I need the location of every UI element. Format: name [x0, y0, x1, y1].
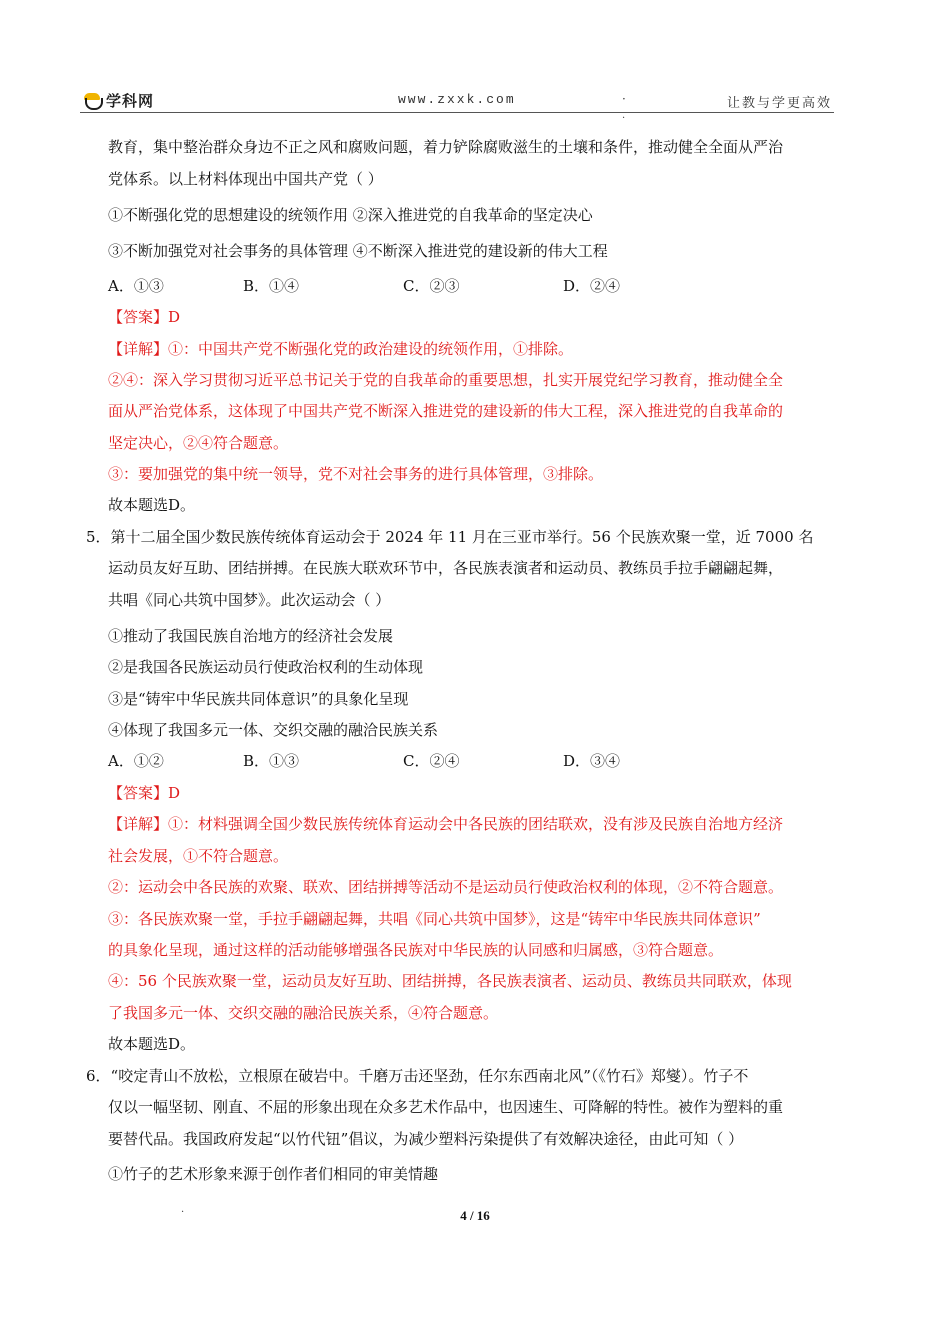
- q4-option-d: D．②④: [563, 277, 621, 295]
- q4-conclusion: 故本题选D。: [108, 496, 196, 514]
- q5-stem-line: 共唱《同心共筑中国梦》。此次运动会（ ）: [108, 591, 391, 609]
- q5-item: ①推动了我国民族自治地方的经济社会发展: [108, 627, 394, 645]
- q5-item: ③是“铸牢中华民族共同体意识”的具象化呈现: [108, 690, 409, 708]
- footer-dot: ·: [181, 1207, 185, 1218]
- q5-item: ④体现了我国多元一体、交织交融的融洽民族关系: [108, 721, 439, 739]
- q5-explain-line: ②：运动会中各民族的欢聚、联欢、团结拼搏等活动不是运动员行使政治权利的体现，②不符合题意。: [108, 878, 784, 896]
- q4-explain-line: 坚定决心，②④符合题意。: [108, 434, 289, 452]
- q6-stem-line: 仅以一幅坚韧、刚直、不屈的形象出现在众多艺术作品中，也因速生、可降解的特性。被作为塑料的重: [108, 1098, 784, 1116]
- q5-explain-line: 社会发展，①不符合题意。: [108, 847, 289, 865]
- q5-option-a: A．①②: [108, 752, 164, 770]
- q5-conclusion: 故本题选D。: [108, 1035, 196, 1053]
- q4-option-b: B．①④: [243, 277, 300, 295]
- q6-item: ①竹子的艺术形象来源于创作者们相同的审美情趣: [108, 1165, 439, 1183]
- q4-explain-line: ③：要加强党的集中统一领导，党不对社会事务的进行具体管理，③排除。: [108, 465, 604, 483]
- q5-option-c: C．②④: [403, 752, 460, 770]
- q4-explain-line: 面从严治党体系，这体现了中国共产党不断深入推进党的建设新的伟大工程，深入推进党的自我革命的: [108, 402, 784, 420]
- logo-text: 学科网: [106, 93, 155, 110]
- page-header: [80, 90, 834, 114]
- header-rule: [80, 112, 834, 113]
- q5-explain-line: 的具象化呈现，通过这样的活动能够增强各民族对中华民族的认同感和归属感，③符合题意。: [108, 941, 724, 959]
- q4-option-c: C．②③: [403, 277, 460, 295]
- q5-stem-line: 5．第十二届全国少数民族传统体育运动会于 2024 年 11 月在三亚市举行。56 个民族欢聚一堂，近 7000 名: [86, 528, 814, 546]
- q5-explain-line: ④：56 个民族欢聚一堂，运动员友好互助、团结拼搏，各民族表演者、运动员、教练员共同联欢，体现: [108, 972, 792, 990]
- header-slogan: 让教与学更高效: [726, 96, 832, 111]
- q5-item: ②是我国各民族运动员行使政治权利的生动体现: [108, 658, 424, 676]
- q5-option-b: B．①③: [243, 752, 300, 770]
- site-url: www.zxxk.com: [398, 92, 516, 107]
- q4-option-a: A．①③: [108, 277, 164, 295]
- q4-item: ①不断强化党的思想建设的统领作用 ②深入推进党的自我革命的坚定决心: [108, 206, 593, 224]
- q4-answer: 【答案】D: [108, 308, 181, 326]
- q4-item: ③不断加强党对社会事务的具体管理 ④不断深入推进党的建设新的伟大工程: [108, 242, 608, 260]
- q5-option-d: D．③④: [563, 752, 621, 770]
- q5-explain-line: 【详解】①：材料强调全国少数民族传统体育运动会中各民族的团结联欢，没有涉及民族自治地方经济: [108, 815, 784, 833]
- q5-explain-line: 了我国多元一体、交织交融的融洽民族关系，④符合题意。: [108, 1004, 499, 1022]
- logo: [82, 90, 154, 111]
- q4-stem-line: 教育，集中整治群众身边不正之风和腐败问题，着力铲除腐败滋生的土壤和条件，推动健全全面从严治: [108, 138, 784, 156]
- q4-stem-line: 党体系。以上材料体现出中国共产党（ ）: [108, 170, 383, 188]
- page-number: 4 / 16: [460, 1208, 490, 1223]
- logo-icon: [82, 93, 102, 109]
- q5-explain-line: ③：各民族欢聚一堂，手拉手翩翩起舞，共唱《同心共筑中国梦》，这是“铸牢中华民族共同体意识”: [108, 910, 761, 928]
- q5-answer: 【答案】D: [108, 784, 181, 802]
- q4-explain-line: ②④：深入学习贯彻习近平总书记关于党的自我革命的重要思想，扎实开展党纪学习教育，推动健全全: [108, 371, 784, 389]
- q6-stem-line: 要替代品。我国政府发起“以竹代钮”倡议，为减少塑料污染提供了有效解决途径，由此可知（ ）: [108, 1130, 744, 1148]
- q4-explain-line: 【详解】①：中国共产党不断强化党的政治建设的统领作用，①排除。: [108, 340, 574, 358]
- header-rule-dot: ·: [622, 113, 626, 124]
- q5-stem-line: 运动员友好互助、团结拼搏。在民族大联欢环节中，各民族表演者和运动员、教练员手拉手翩翩起舞，: [108, 559, 784, 577]
- q6-stem-line: 6．“咬定青山不放松，立根原在破岩中。千磨万击还坚劲，任尔东西南北风”（《竹石》郑燮）。竹子不: [86, 1067, 749, 1085]
- header-dot: ·: [622, 92, 626, 106]
